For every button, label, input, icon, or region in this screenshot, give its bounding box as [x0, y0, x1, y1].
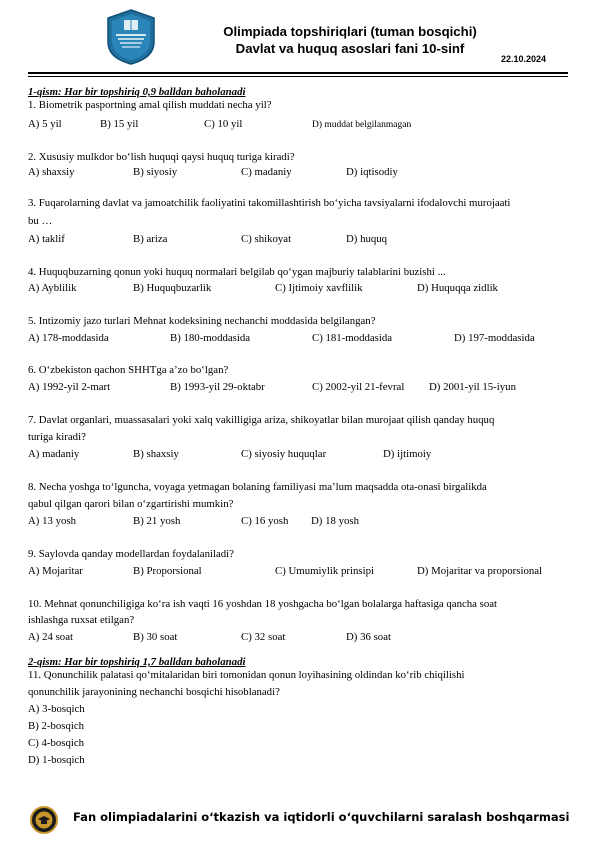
q11-option-a[interactable]: A) 3-bosqich — [28, 703, 85, 715]
q4-option-d[interactable]: D) Huquqqa zidlik — [417, 282, 498, 294]
q9-option-a[interactable]: A) Mojaritar — [28, 565, 83, 577]
q2-option-d[interactable]: D) iqtisodiy — [346, 166, 398, 178]
q1-option-b[interactable]: B) 15 yil — [100, 118, 139, 130]
q9-option-b[interactable]: B) Proporsional — [133, 565, 202, 577]
question-9-text: 9. Saylovda qanday modellardan foydalaniladi? — [28, 548, 234, 560]
question-8-text: 8. Necha yoshga to‘lguncha, voyaga yetmagan bolaning familiyasi ma’lum maqsadda ota-onasi birgalikda — [28, 481, 487, 493]
q8-option-a[interactable]: A) 13 yosh — [28, 515, 76, 527]
q3-option-c[interactable]: C) shikoyat — [241, 233, 292, 245]
question-3-text-cont: bu … — [28, 215, 53, 227]
q1-option-c[interactable]: C) 10 yil — [204, 118, 243, 130]
q7-option-a[interactable]: A) madaniy — [28, 448, 80, 460]
header-divider-thin — [28, 76, 568, 77]
q11-option-d[interactable]: D) 1-bosqich — [28, 754, 85, 766]
q8-option-b[interactable]: B) 21 yosh — [133, 515, 181, 527]
q2-option-a[interactable]: A) shaxsiy — [28, 166, 75, 178]
question-11-text: 11. Qonunchilik palatasi qo‘mitalaridan biri tomonidan qonun loyihasining oldindan ko‘rib chiqilishi — [28, 669, 465, 681]
document-title — [190, 23, 510, 57]
question-10-text-cont: ishlashga ruxsat etilgan? — [28, 614, 135, 626]
footer-agency-name: Fan olimpiadalarini o‘tkazish va iqtidorli o‘quvchilarni saralash boshqarmasi — [73, 810, 570, 824]
q7-option-c[interactable]: C) siyosiy huquqlar — [241, 448, 327, 460]
q2-option-b[interactable]: B) siyosiy — [133, 166, 178, 178]
question-5-text: 5. Intizomiy jazo turlari Mehnat kodeksining nechanchi moddasida belgilangan? — [28, 315, 376, 327]
q3-option-d[interactable]: D) huquq — [346, 233, 388, 245]
agency-seal-icon — [30, 806, 58, 834]
exam-date: 22.10.2024 — [501, 54, 547, 64]
q5-option-c[interactable]: C) 181-moddasida — [312, 332, 393, 344]
question-11-text-cont: qonunchilik jarayonining nechanchi bosqichi hisoblanadi? — [28, 686, 280, 698]
q4-option-a[interactable]: A) Ayblilik — [28, 282, 77, 294]
q6-option-d[interactable]: D) 2001-yil 15-iyun — [429, 381, 516, 393]
q10-option-d[interactable]: D) 36 soat — [346, 631, 391, 643]
q6-option-b[interactable]: B) 1993-yil 29-oktabr — [170, 381, 265, 393]
part2-heading: 2-qism: Har bir topshiriq 1,7 balldan baholanadi — [28, 656, 246, 668]
question-6-text: 6. O‘zbekiston qachon SHHTga a’zo bo‘lgan? — [28, 364, 229, 376]
question-4-text: 4. Huquqbuzarning qonun yoki huquq normalari belgilab qo‘ygan majburiy talablarini buzishi ... — [28, 266, 446, 278]
q11-option-c[interactable]: C) 4-bosqich — [28, 737, 85, 749]
q7-option-b[interactable]: B) shaxsiy — [133, 448, 179, 460]
q2-option-c[interactable]: C) madaniy — [241, 166, 292, 178]
q3-option-b[interactable]: B) ariza — [133, 233, 168, 245]
part1-heading: 1-qism: Har bir topshiriq 0,9 balldan baholanadi — [28, 86, 246, 98]
q6-option-c[interactable]: C) 2002-yil 21-fevral — [312, 381, 405, 393]
q8-option-c[interactable]: C) 16 yosh — [241, 515, 289, 527]
q7-option-d[interactable]: D) ijtimoiy — [383, 448, 432, 460]
q5-option-d[interactable]: D) 197-moddasida — [454, 332, 535, 344]
question-1-text: 1. Biometrik pasportning amal qilish muddati necha yil? — [28, 99, 272, 111]
question-8-text-cont: qabul qilgan qarori bilan o‘zgartirishi mumkin? — [28, 498, 234, 510]
olympiad-emblem-icon — [104, 8, 158, 66]
q8-option-d[interactable]: D) 18 yosh — [311, 515, 359, 527]
title-line-1: Olimpiada topshiriqlari (tuman bosqichi) — [223, 24, 477, 39]
q9-option-c[interactable]: C) Umumiylik prinsipi — [275, 565, 374, 577]
title-line-2: Davlat va huquq asoslari fani 10-sinf — [235, 41, 465, 56]
header-divider — [28, 72, 568, 74]
q3-option-a[interactable]: A) taklif — [28, 233, 65, 245]
question-2-text: 2. Xususiy mulkdor bo‘lish huquqi qaysi huquq turiga kiradi? — [28, 151, 295, 163]
q4-option-b[interactable]: B) Huquqbuzarlik — [133, 282, 212, 294]
q5-option-a[interactable]: A) 178-moddasida — [28, 332, 109, 344]
q4-option-c[interactable]: C) Ijtimoiy xavflilik — [275, 282, 363, 294]
q6-option-a[interactable]: A) 1992-yil 2-mart — [28, 381, 111, 393]
q11-option-b[interactable]: B) 2-bosqich — [28, 720, 85, 732]
q10-option-c[interactable]: C) 32 soat — [241, 631, 286, 643]
question-10-text: 10. Mehnat qonunchiligiga ko‘ra ish vaqti 16 yoshdan 18 yoshgacha bo‘lgan bolalarga haftasiga qancha soat — [28, 598, 498, 610]
question-7-text-cont: turiga kiradi? — [28, 431, 86, 443]
q9-option-d[interactable]: D) Mojaritar va proporsional — [417, 565, 543, 577]
q5-option-b[interactable]: B) 180-moddasida — [170, 332, 251, 344]
q10-option-a[interactable]: A) 24 soat — [28, 631, 73, 643]
question-7-text: 7. Davlat organlari, muassasalari yoki xalq vakilligiga ariza, shikoyatlar bilan murojaat qilish qanday huquq — [28, 414, 495, 426]
q1-option-d[interactable]: D) muddat belgilanmagan — [312, 120, 412, 130]
q10-option-b[interactable]: B) 30 soat — [133, 631, 178, 643]
question-3-text: 3. Fuqarolarning davlat va jamoatchilik faoliyatini takomillashtirish bo‘yicha tavsiyalarni ifodalovchi murojaati — [28, 197, 511, 209]
q1-option-a[interactable]: A) 5 yil — [28, 118, 62, 130]
